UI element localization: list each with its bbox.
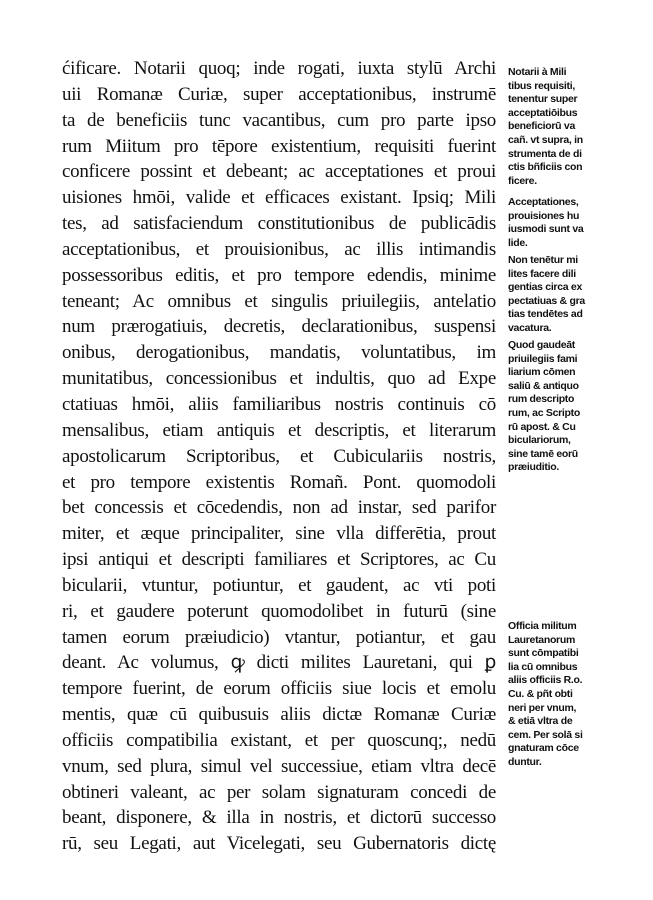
text-line: uisiones hmōi, valide et efficaces existant. Ipsiq; Mili (62, 187, 496, 209)
text-line: beant, disponere, & illa in nostris, et dictorū successo (62, 807, 496, 829)
text-line: ri, et gaudere poterunt quomodolibet in futurū (sine (62, 600, 496, 622)
text-line: obtineri valeant, ac per solam signaturam concedi de (62, 781, 496, 803)
note-line: biculariorum, (508, 434, 571, 447)
note-line: cem. Per solā si (508, 728, 583, 741)
text-line: et pro tempore existentis Romañ. Pont. quomodoli (62, 471, 496, 493)
text-line: onibus, derogationibus, mandatis, voluntatibus, im (62, 342, 496, 364)
note-line: sunt cōmpatibi (508, 647, 579, 660)
text-line: bet concessis et cōcedendis, non ad instar, sed parifor (62, 497, 496, 519)
note-line: gentias circa ex (508, 281, 582, 294)
text-line: vnum, sed plura, simul vel successiue, etiam vltra decē (62, 755, 496, 777)
note-line: rum, ac Scripto (508, 406, 580, 419)
text-line: miter, et æque principaliter, sine vlla differētia, prout (62, 523, 496, 545)
note-line: strumenta de di (508, 147, 582, 160)
note-line: ctis bñficiis con (508, 161, 583, 174)
text-line: ipsi antiqui et descripti familiares et Scriptores, ac Cu (62, 549, 496, 571)
note-line: aliis officiis R.o. (508, 674, 583, 687)
note-line: vacatura. (508, 321, 552, 334)
note-line: iusmodi sunt va (508, 223, 584, 236)
text-line: mentis, quæ cū quibusuis aliis dictæ Romanæ Curiæ (62, 704, 496, 726)
note-line: Acceptationes, (508, 196, 579, 208)
text-line: ctatiuas hmōi, aliis familiaribus nostris continuis cō (62, 393, 496, 415)
note-line: priuilegiis fami (508, 352, 578, 365)
marginal-note (508, 196, 628, 250)
marginal-note (508, 254, 628, 336)
note-line: lia cū omnibus (508, 660, 578, 673)
note-line: cañ. vt supra, in (508, 133, 583, 146)
note-line: lide. (508, 236, 528, 249)
note-line: ficere. (508, 174, 537, 187)
note-line: saliū & antiquo (508, 379, 579, 392)
main-text-column (62, 56, 496, 857)
text-line: bicularii, vtuntur, potiuntur, et gaudent, ac vti poti (62, 574, 496, 596)
text-line: tamen eorum præiudicio) vtantur, potiantur, et gau (62, 626, 496, 648)
text-line: mensalibus, etiam antiquis et descriptis, et literarum (62, 419, 496, 441)
marginal-note (508, 66, 628, 188)
note-line: Notarii à Mili (508, 66, 567, 78)
note-line: beneficiorū va (508, 120, 575, 133)
note-line: liarium cōmen (508, 366, 576, 379)
note-line: tias tendētes ad (508, 308, 583, 321)
note-line: duntur. (508, 755, 542, 768)
text-line: rum Miitum pro tēpore existentium, requisiti fuerint (62, 135, 496, 157)
text-line: apostolicarum Scriptoribus, et Cubiculariis nostris, (62, 445, 496, 467)
note-line: tibus requisiti, (508, 79, 575, 92)
note-line: pectatiuas & gra (508, 294, 585, 307)
text-line: munitatibus, concessionibus et indultis, quo ad Expe (62, 368, 496, 390)
text-line: num prærogatiuis, decretis, declarationibus, suspensi (62, 316, 496, 338)
note-line: Lauretanorum (508, 633, 575, 646)
note-line: gnaturam cōce (508, 742, 579, 755)
text-line: officiis compatibilia existant, et per quoscunq;, nedū (62, 729, 496, 751)
text-line: tes, ad satisfaciendum constitutionibus de publicādis (62, 213, 496, 235)
text-line: deant. Ac volumus, ꝙ dicti milites Lauretani, qui ꝑ (62, 652, 496, 674)
text-line: rū, seu Legati, aut Vicelegati, seu Gubernatoris dictę (62, 833, 496, 855)
note-line: Quod gaudeāt (508, 339, 575, 351)
text-line: conficere possint et debeant; ac acceptationes et proui (62, 161, 496, 183)
note-line: neri per vnum, (508, 701, 577, 714)
note-line: & etiā vltra de (508, 715, 573, 728)
note-line: rum descripto (508, 393, 575, 406)
note-line: Non tenētur mi (508, 254, 578, 266)
marginal-note (508, 339, 628, 475)
text-line: ćificare. Notarii quoq; inde rogati, iuxta stylū Archi (62, 58, 496, 79)
note-line: rū apost. & Cu (508, 420, 576, 433)
text-line: acceptationibus, et prouisionibus, ac illis intimandis (62, 238, 496, 260)
note-line: acceptatiōibus (508, 106, 578, 119)
note-line: sine tamē eorū (508, 447, 578, 460)
note-line: præiuditio. (508, 461, 559, 474)
text-line: ta de beneficiis tunc vacantibus, cum pro parte ipso (62, 109, 496, 131)
marginal-note (508, 620, 628, 770)
note-line: Officia militum (508, 620, 577, 632)
note-line: Cu. & pñt obti (508, 687, 573, 700)
text-line: teneant; Ac omnibus et singulis priuilegiis, antelatio (62, 290, 496, 312)
text-line: tempore fuerint, de eorum officiis siue locis et emolu (62, 678, 496, 700)
text-line: uii Romanæ Curiæ, super acceptationibus, instrumē (62, 83, 496, 105)
note-line: tenentur super (508, 93, 578, 106)
text-line: possessoribus editis, et pro tempore edendis, minime (62, 264, 496, 286)
note-line: lites facere dili (508, 267, 576, 280)
note-line: prouisiones hu (508, 209, 580, 222)
